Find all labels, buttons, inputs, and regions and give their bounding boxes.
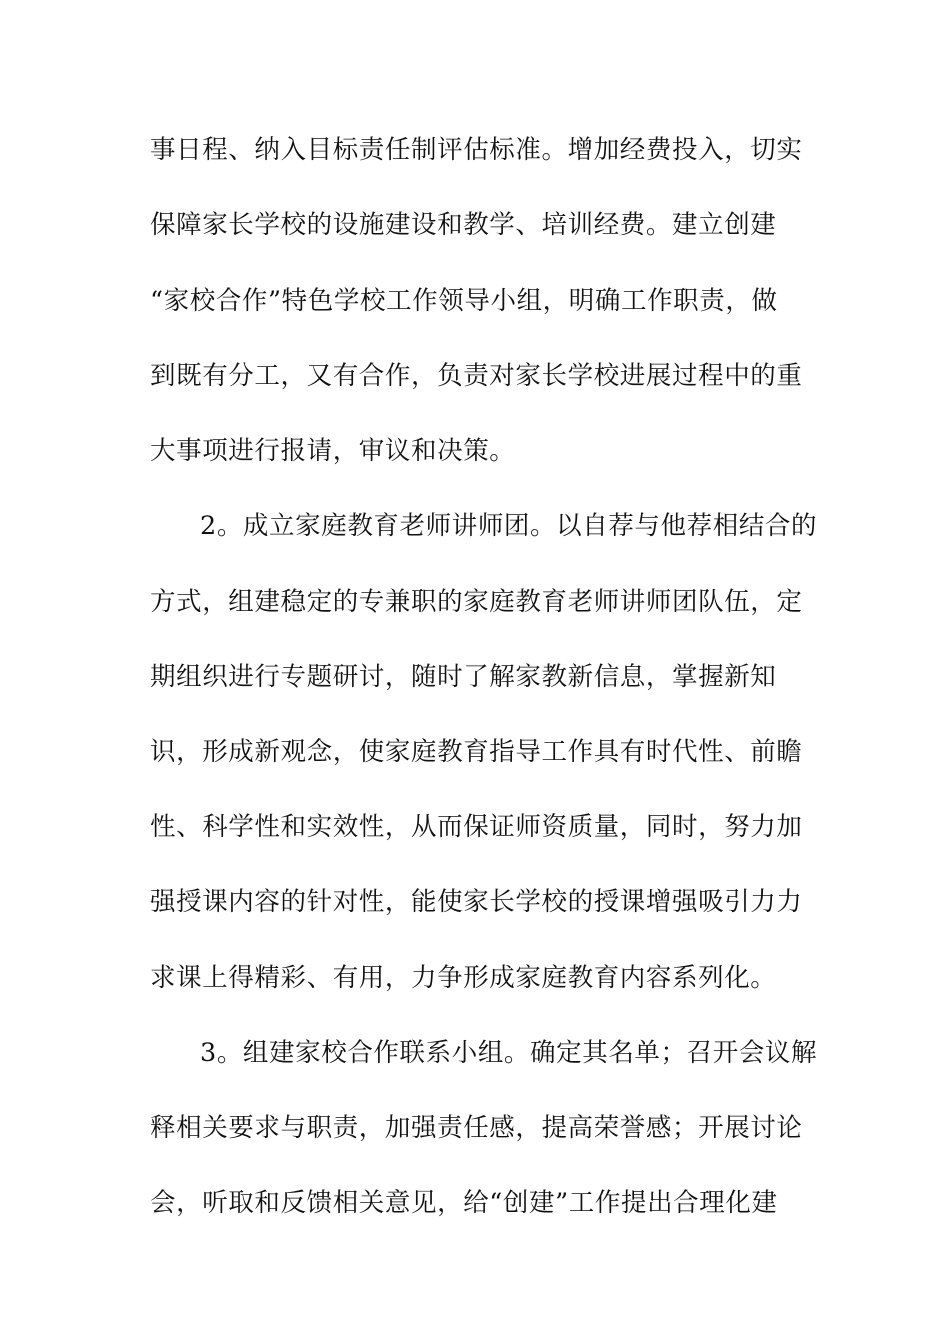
text-line: 释相关要求与职责，加强责任感，提高荣誉感；开展讨论: [150, 1113, 803, 1143]
text-line: 求课上得精彩、有用，力争形成家庭教育内容系列化。: [150, 963, 777, 993]
text-line: 识，形成新观念，使家庭教育指导工作具有时代性、前瞻: [150, 737, 803, 767]
text-line: 事日程、纳入目标责任制评估标准。增加经费投入，切实: [150, 135, 803, 165]
text-line: 到既有分工，又有合作，负责对家长学校进展过程中的重: [150, 361, 803, 391]
paragraph-3-first-line: 3。组建家校合作联系小组。确定其名单；召开会议解: [200, 1038, 818, 1068]
text-line: 期组织进行专题研讨，随时了解家教新信息，掌握新知: [150, 662, 777, 692]
text-line: 保障家长学校的设施建设和教学、培训经费。建立创建: [150, 210, 777, 240]
text-line: “家校合作”特色学校工作领导小组，明确工作职责，做: [150, 286, 778, 316]
text-line: 方式，组建稳定的专兼职的家庭教育老师讲师团队伍，定: [150, 587, 803, 617]
text-line: 大事项进行报请，审议和决策。: [150, 436, 516, 466]
text-line: 强授课内容的针对性，能使家长学校的授课增强吸引力力: [150, 887, 803, 917]
text-line: 性、科学性和实效性，从而保证师资质量，同时，努力加: [150, 812, 803, 842]
paragraph-2-first-line: 2。成立家庭教育老师讲师团。以自荐与他荐相结合的: [200, 511, 818, 541]
text-line: 会，听取和反馈相关意见，给“创建”工作提出合理化建: [150, 1188, 778, 1218]
